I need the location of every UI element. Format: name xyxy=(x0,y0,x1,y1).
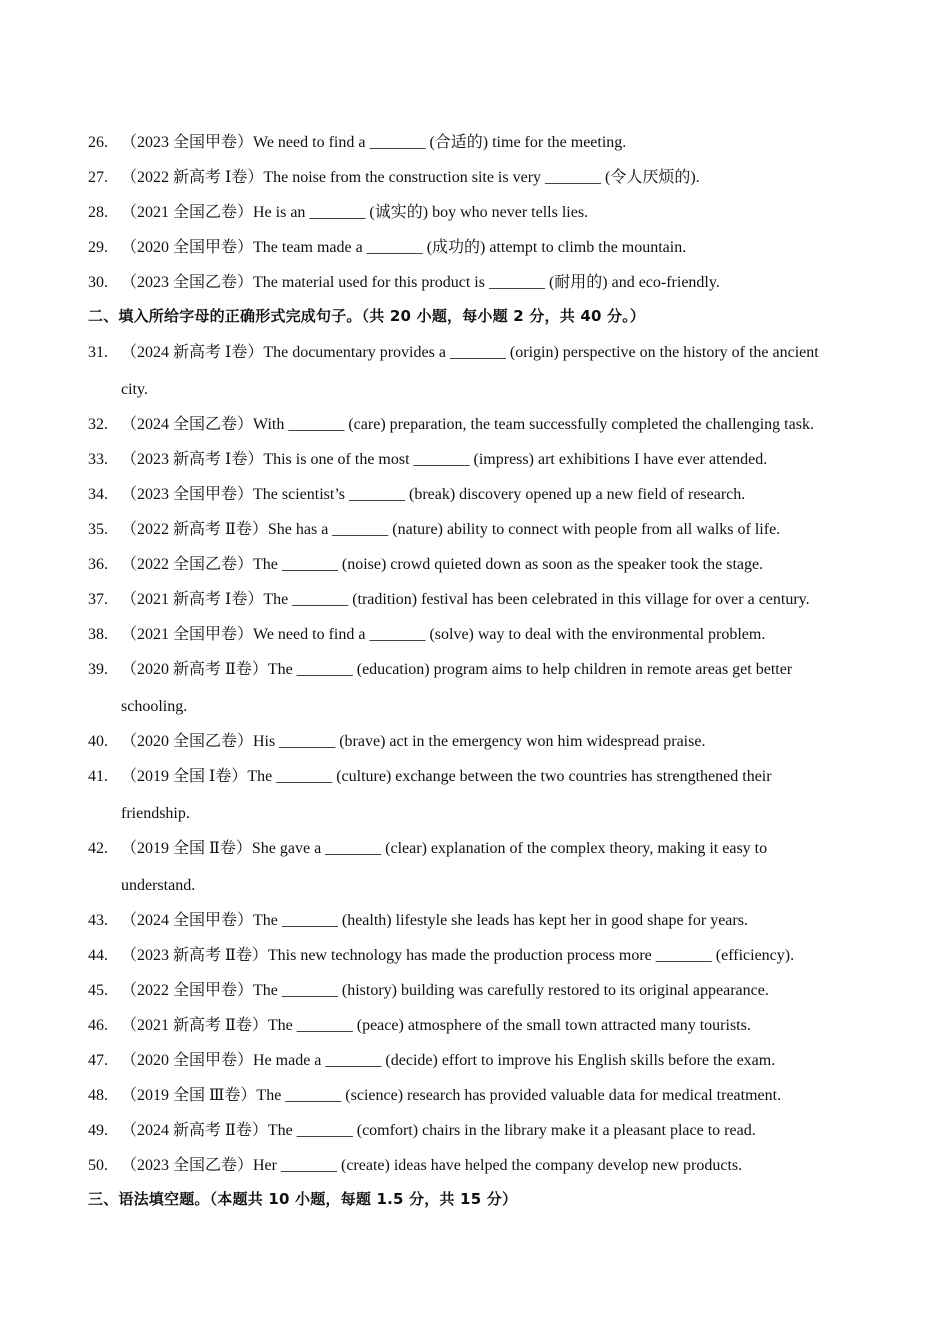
question-number: 32. xyxy=(88,416,108,433)
question-number: 35. xyxy=(88,521,108,538)
question-number: 38. xyxy=(88,626,108,643)
section-3-title: 三、语法填空题。（本题共 10 小题，每题 1.5 分，共 15 分） xyxy=(88,1190,518,1208)
question-text: （2024 新高考 Ⅱ卷）The _______ (comfort) chairs in the library make it a pleasant place to read. xyxy=(121,1122,756,1139)
question-number: 45. xyxy=(88,982,108,999)
question-group-vocabulary xyxy=(88,124,868,301)
question-item xyxy=(88,476,868,513)
question-text: （2024 全国甲卷）The _______ (health) lifestyle she leads has kept her in good shape for years. xyxy=(121,912,748,929)
question-text-continued: city. xyxy=(121,381,148,398)
question-text-continued: friendship. xyxy=(121,805,190,822)
question-item xyxy=(88,159,868,196)
question-text: （2020 全国甲卷）He made a _______ (decide) effort to improve his English skills before the exam. xyxy=(121,1052,776,1069)
question-item xyxy=(88,194,868,231)
question-number: 31. xyxy=(88,344,108,361)
question-text: （2023 新高考 Ⅱ卷）This new technology has made the production process more _______ (efficiency). xyxy=(121,947,795,964)
question-item xyxy=(88,1077,868,1114)
question-text: （2020 全国甲卷）The team made a _______ (成功的) attempt to climb the mountain. xyxy=(121,239,687,256)
question-number: 37. xyxy=(88,591,108,608)
question-text: （2019 全国 Ⅰ卷）The _______ (culture) exchange between the two countries has strengthened their xyxy=(121,768,772,785)
question-list xyxy=(88,124,868,1217)
question-text: （2020 全国乙卷）His _______ (brave) act in the emergency won him widespread praise. xyxy=(121,733,706,750)
question-number: 50. xyxy=(88,1157,108,1174)
question-number: 26. xyxy=(88,134,108,151)
question-number: 44. xyxy=(88,947,108,964)
question-item xyxy=(88,937,868,974)
question-item xyxy=(88,264,868,301)
question-number: 34. xyxy=(88,486,108,503)
question-text: （2021 全国甲卷）We need to find a _______ (solve) way to deal with the environmental problem. xyxy=(121,626,766,643)
question-text: （2020 新高考 Ⅱ卷）The _______ (education) program aims to help children in remote areas get better xyxy=(121,661,793,678)
question-number: 41. xyxy=(88,768,108,785)
question-number: 48. xyxy=(88,1087,108,1104)
question-item xyxy=(88,406,868,443)
question-number: 36. xyxy=(88,556,108,573)
question-text-continued: schooling. xyxy=(121,698,188,715)
question-item xyxy=(88,1112,868,1149)
question-text: （2019 全国 Ⅱ卷）She gave a _______ (clear) explanation of the complex theory, making it easy to xyxy=(121,840,768,857)
question-item xyxy=(88,546,868,583)
question-number: 43. xyxy=(88,912,108,929)
question-text: （2023 全国乙卷）The material used for this product is _______ (耐用的) and eco-friendly. xyxy=(121,274,720,291)
question-item xyxy=(88,902,868,939)
question-item xyxy=(88,124,868,161)
question-number: 49. xyxy=(88,1122,108,1139)
question-text: （2022 新高考 Ⅱ卷）She has a _______ (nature) ability to connect with people from all walks of life. xyxy=(121,521,781,538)
question-text: （2022 新高考 Ⅰ卷）The noise from the construction site is very _______ (令人厌烦的). xyxy=(121,169,700,186)
question-text: （2019 全国 Ⅲ卷）The _______ (science) research has provided valuable data for medical treatment. xyxy=(121,1087,782,1104)
question-item xyxy=(88,581,868,618)
question-number: 40. xyxy=(88,733,108,750)
question-number: 42. xyxy=(88,840,108,857)
question-number: 29. xyxy=(88,239,108,256)
question-item xyxy=(88,229,868,266)
question-item xyxy=(88,616,868,653)
question-item xyxy=(88,758,868,832)
question-text: （2021 新高考 Ⅱ卷）The _______ (peace) atmosphere of the small town attracted many tourists. xyxy=(121,1017,751,1034)
question-number: 33. xyxy=(88,451,108,468)
question-item xyxy=(88,1042,868,1079)
question-text: （2023 全国甲卷）The scientist’s _______ (break) discovery opened up a new field of research. xyxy=(121,486,746,503)
question-text: （2023 全国乙卷）Her _______ (create) ideas have helped the company develop new products. xyxy=(121,1157,743,1174)
question-text: （2023 全国甲卷）We need to find a _______ (合适的) time for the meeting. xyxy=(121,134,627,151)
question-text: （2022 全国乙卷）The _______ (noise) crowd quieted down as soon as the speaker took the stage. xyxy=(121,556,764,573)
question-item xyxy=(88,1147,868,1184)
question-text: （2024 新高考 Ⅰ卷）The documentary provides a _______ (origin) perspective on the history of the ancient xyxy=(121,344,819,361)
question-number: 39. xyxy=(88,661,108,678)
question-item xyxy=(88,334,868,408)
question-number: 27. xyxy=(88,169,108,186)
question-item xyxy=(88,651,868,725)
question-item xyxy=(88,723,868,760)
question-item xyxy=(88,972,868,1009)
question-number: 30. xyxy=(88,274,108,291)
question-number: 46. xyxy=(88,1017,108,1034)
question-text: （2024 全国乙卷）With _______ (care) preparation, the team successfully completed the challenging task. xyxy=(121,416,814,433)
question-text: （2022 全国甲卷）The _______ (history) building was carefully restored to its original appearance. xyxy=(121,982,769,999)
question-item xyxy=(88,441,868,478)
question-text: （2021 新高考 Ⅰ卷）The _______ (tradition) festival has been celebrated in this village for over a century. xyxy=(121,591,810,608)
question-number: 28. xyxy=(88,204,108,221)
question-item xyxy=(88,1007,868,1044)
question-text-continued: understand. xyxy=(121,877,196,894)
question-item xyxy=(88,511,868,548)
question-item xyxy=(88,830,868,904)
question-number: 47. xyxy=(88,1052,108,1069)
section-2-title: 二、填入所给字母的正确形式完成句子。（共 20 小题，每小题 2 分，共 40 分。） xyxy=(88,307,646,325)
question-text: （2021 全国乙卷）He is an _______ (诚实的) boy who never tells lies. xyxy=(121,204,589,221)
question-text: （2023 新高考 Ⅰ卷）This is one of the most _______ (impress) art exhibitions I have ever attended. xyxy=(121,451,768,468)
question-group-word-forms xyxy=(88,334,868,1184)
